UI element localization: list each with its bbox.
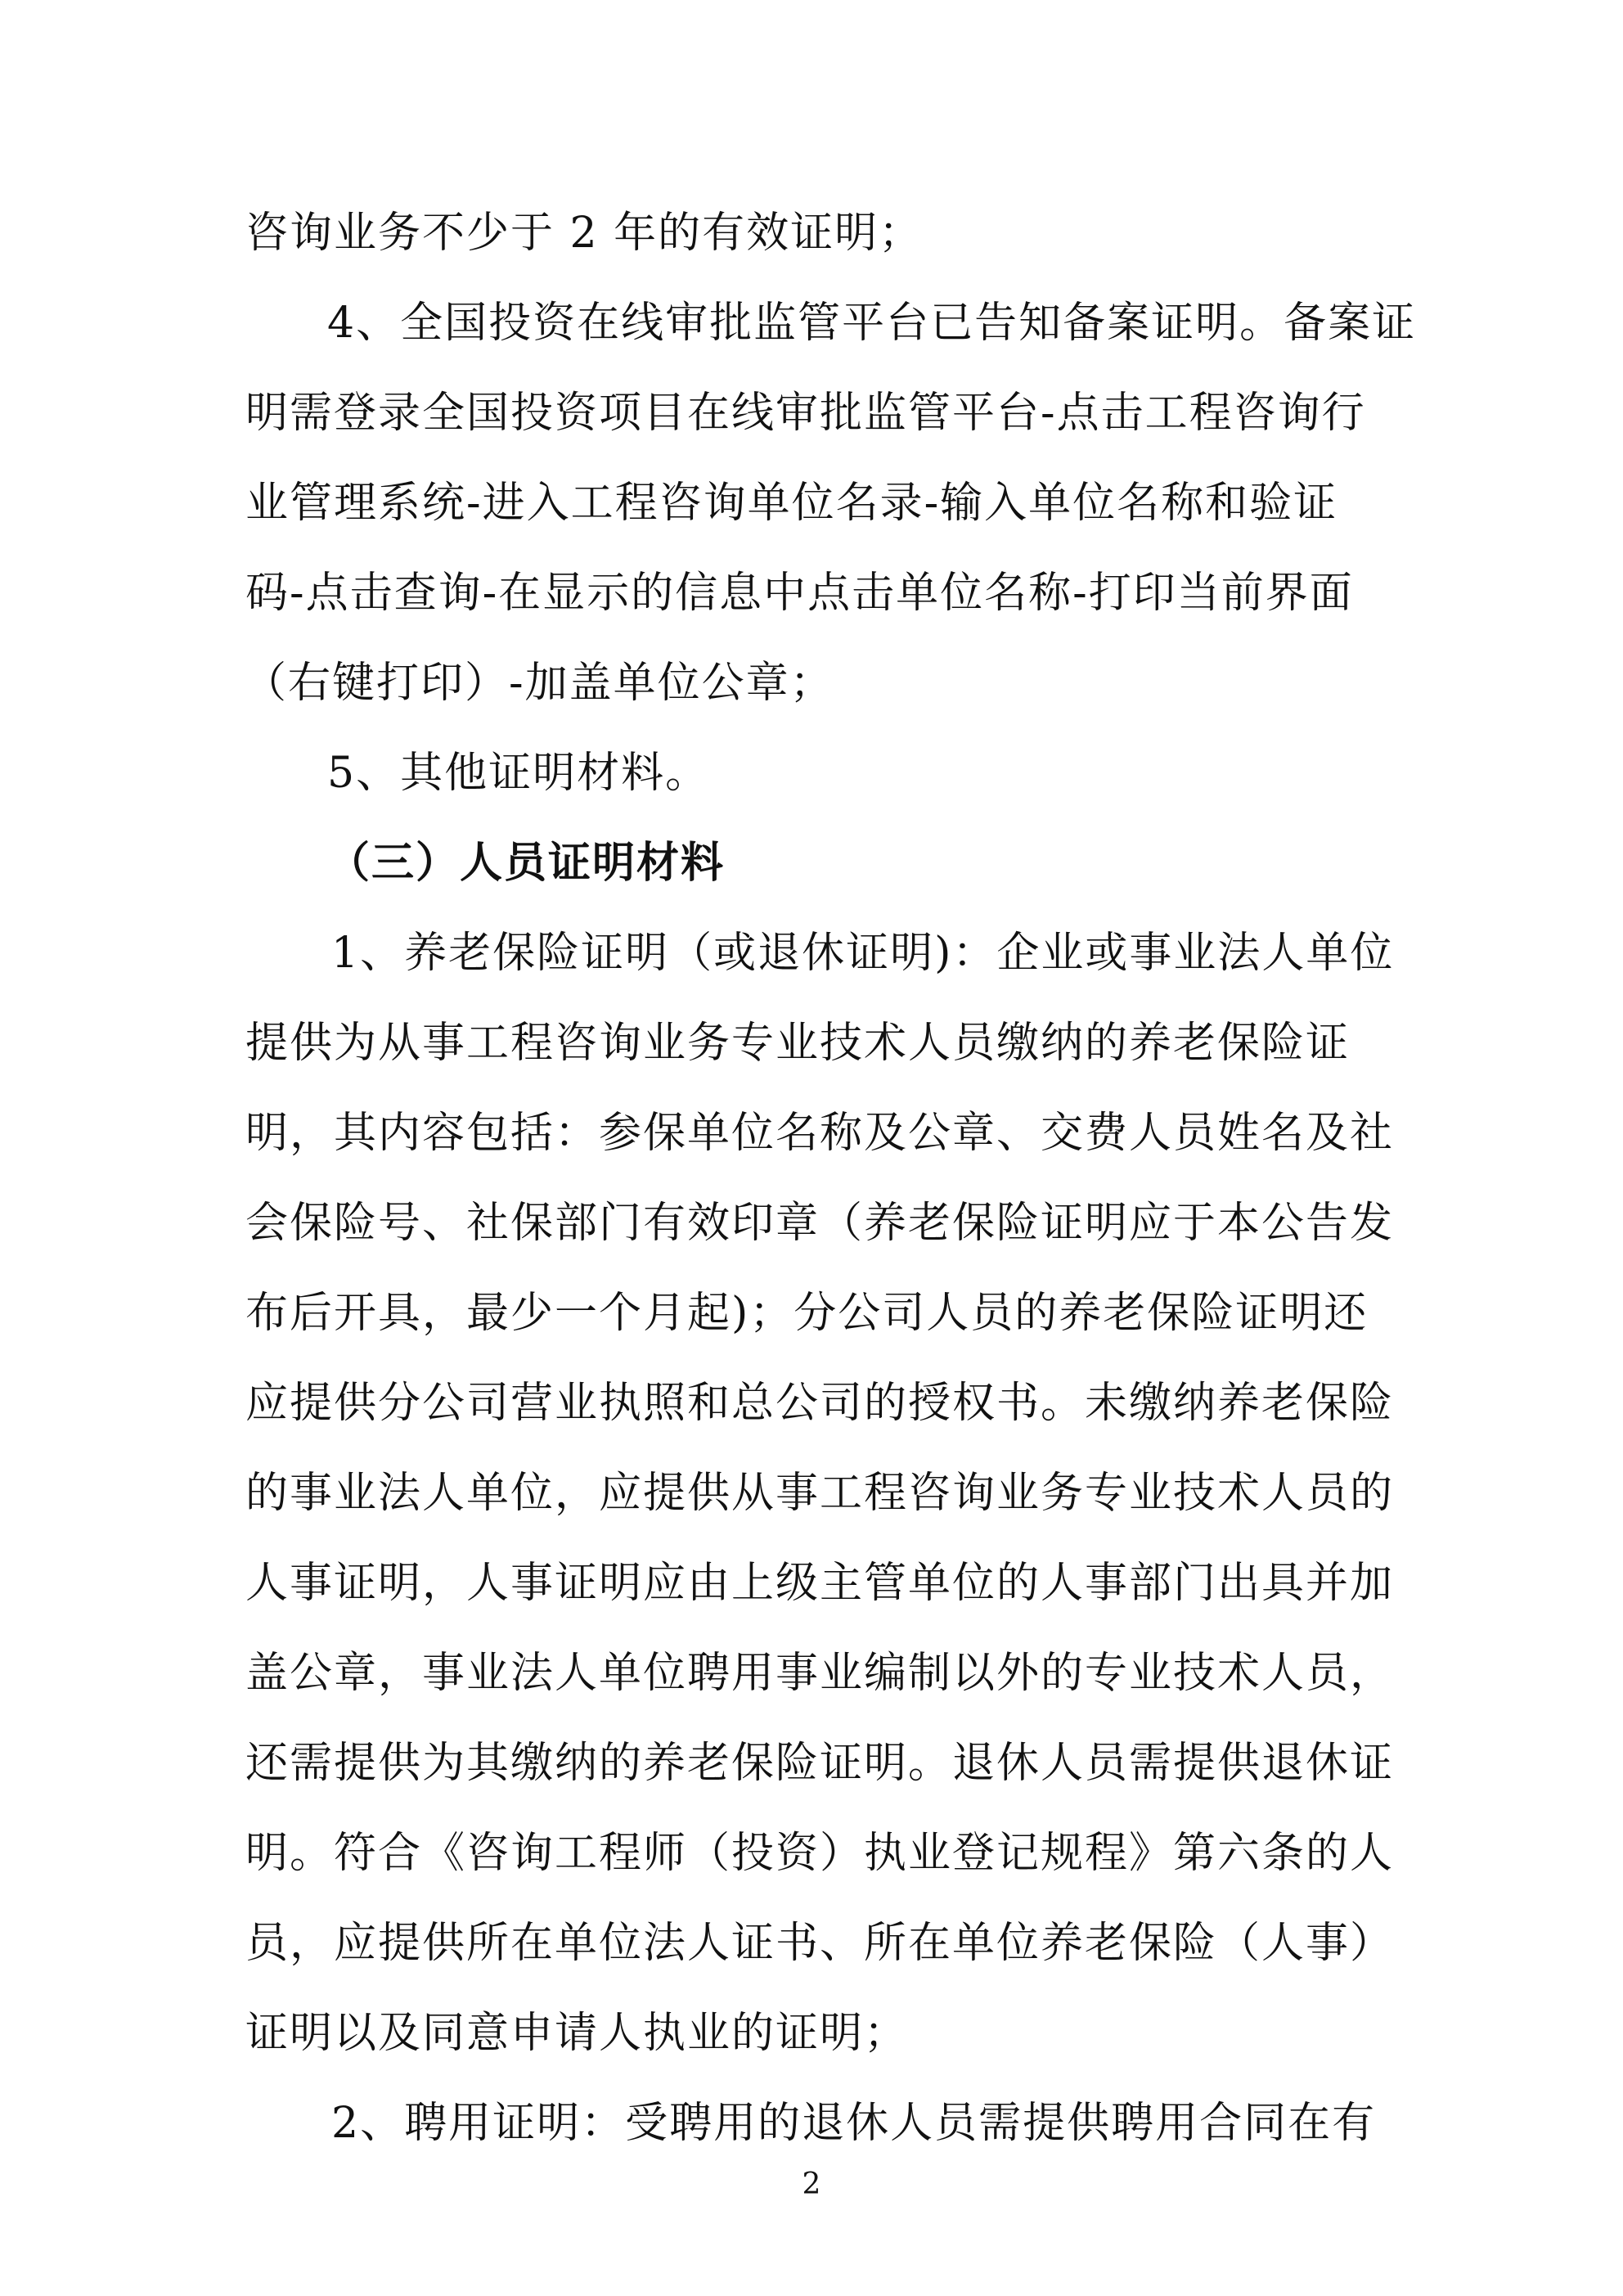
text-line: 码-点击查询-在显示的信息中点击单位名称-打印当前界面 — [245, 569, 1354, 618]
text-line: 4、全国投资在线审批监管平台已告知备案证明。备案证 — [327, 299, 1417, 348]
text-line: 1、养老保险证明（或退休证明)：企业或事业法人单位 — [331, 929, 1395, 978]
section-heading: （三）人员证明材料 — [327, 838, 726, 888]
text-line: 提供为从事工程咨询业务专业技术人员缴纳的养老保险证 — [245, 1019, 1351, 1068]
text-line: 5、其他证明材料。 — [327, 749, 710, 798]
text-line: 证明以及同意申请人执业的证明； — [245, 2009, 909, 2058]
text-line: 人事证明，人事证明应由上级主管单位的人事部门出具并加 — [245, 1559, 1395, 1608]
text-line: 明需登录全国投资项目在线审批监管平台-点击工程咨询行 — [245, 389, 1366, 438]
text-line: 会保险号、社保部门有效印章（养老保险证明应于本公告发 — [245, 1199, 1395, 1248]
text-line: 明。符合《咨询工程师（投资）执业登记规程》第六条的人 — [245, 1829, 1395, 1878]
page-number: 2 — [802, 2168, 821, 2201]
text-line: 2、聘用证明：受聘用的退休人员需提供聘用合同在有 — [331, 2099, 1377, 2148]
text-line: 明，其内容包括：参保单位名称及公章、交费人员姓名及社 — [245, 1109, 1395, 1158]
text-line: 员，应提供所在单位法人证书、所在单位养老保险（人事） — [245, 1919, 1395, 1968]
text-line: 还需提供为其缴纳的养老保险证明。退休人员需提供退休证 — [245, 1739, 1395, 1788]
text-line: 应提供分公司营业执照和总公司的授权书。未缴纳养老保险 — [245, 1379, 1395, 1428]
text-line: 业管理系统-进入工程咨询单位名录-输入单位名称和验证 — [245, 479, 1338, 528]
text-line: 咨询业务不少于 2 年的有效证明； — [245, 209, 924, 258]
text-line: 盖公章，事业法人单位聘用事业编制以外的专业技术人员， — [245, 1649, 1395, 1698]
text-line: （右键打印）-加盖单位公章； — [244, 659, 834, 708]
text-line: 的事业法人单位，应提供从事工程咨询业务专业技术人员的 — [245, 1469, 1395, 1518]
text-line: 布后开具，最少一个月起)；分公司人员的养老保险证明还 — [245, 1289, 1369, 1338]
